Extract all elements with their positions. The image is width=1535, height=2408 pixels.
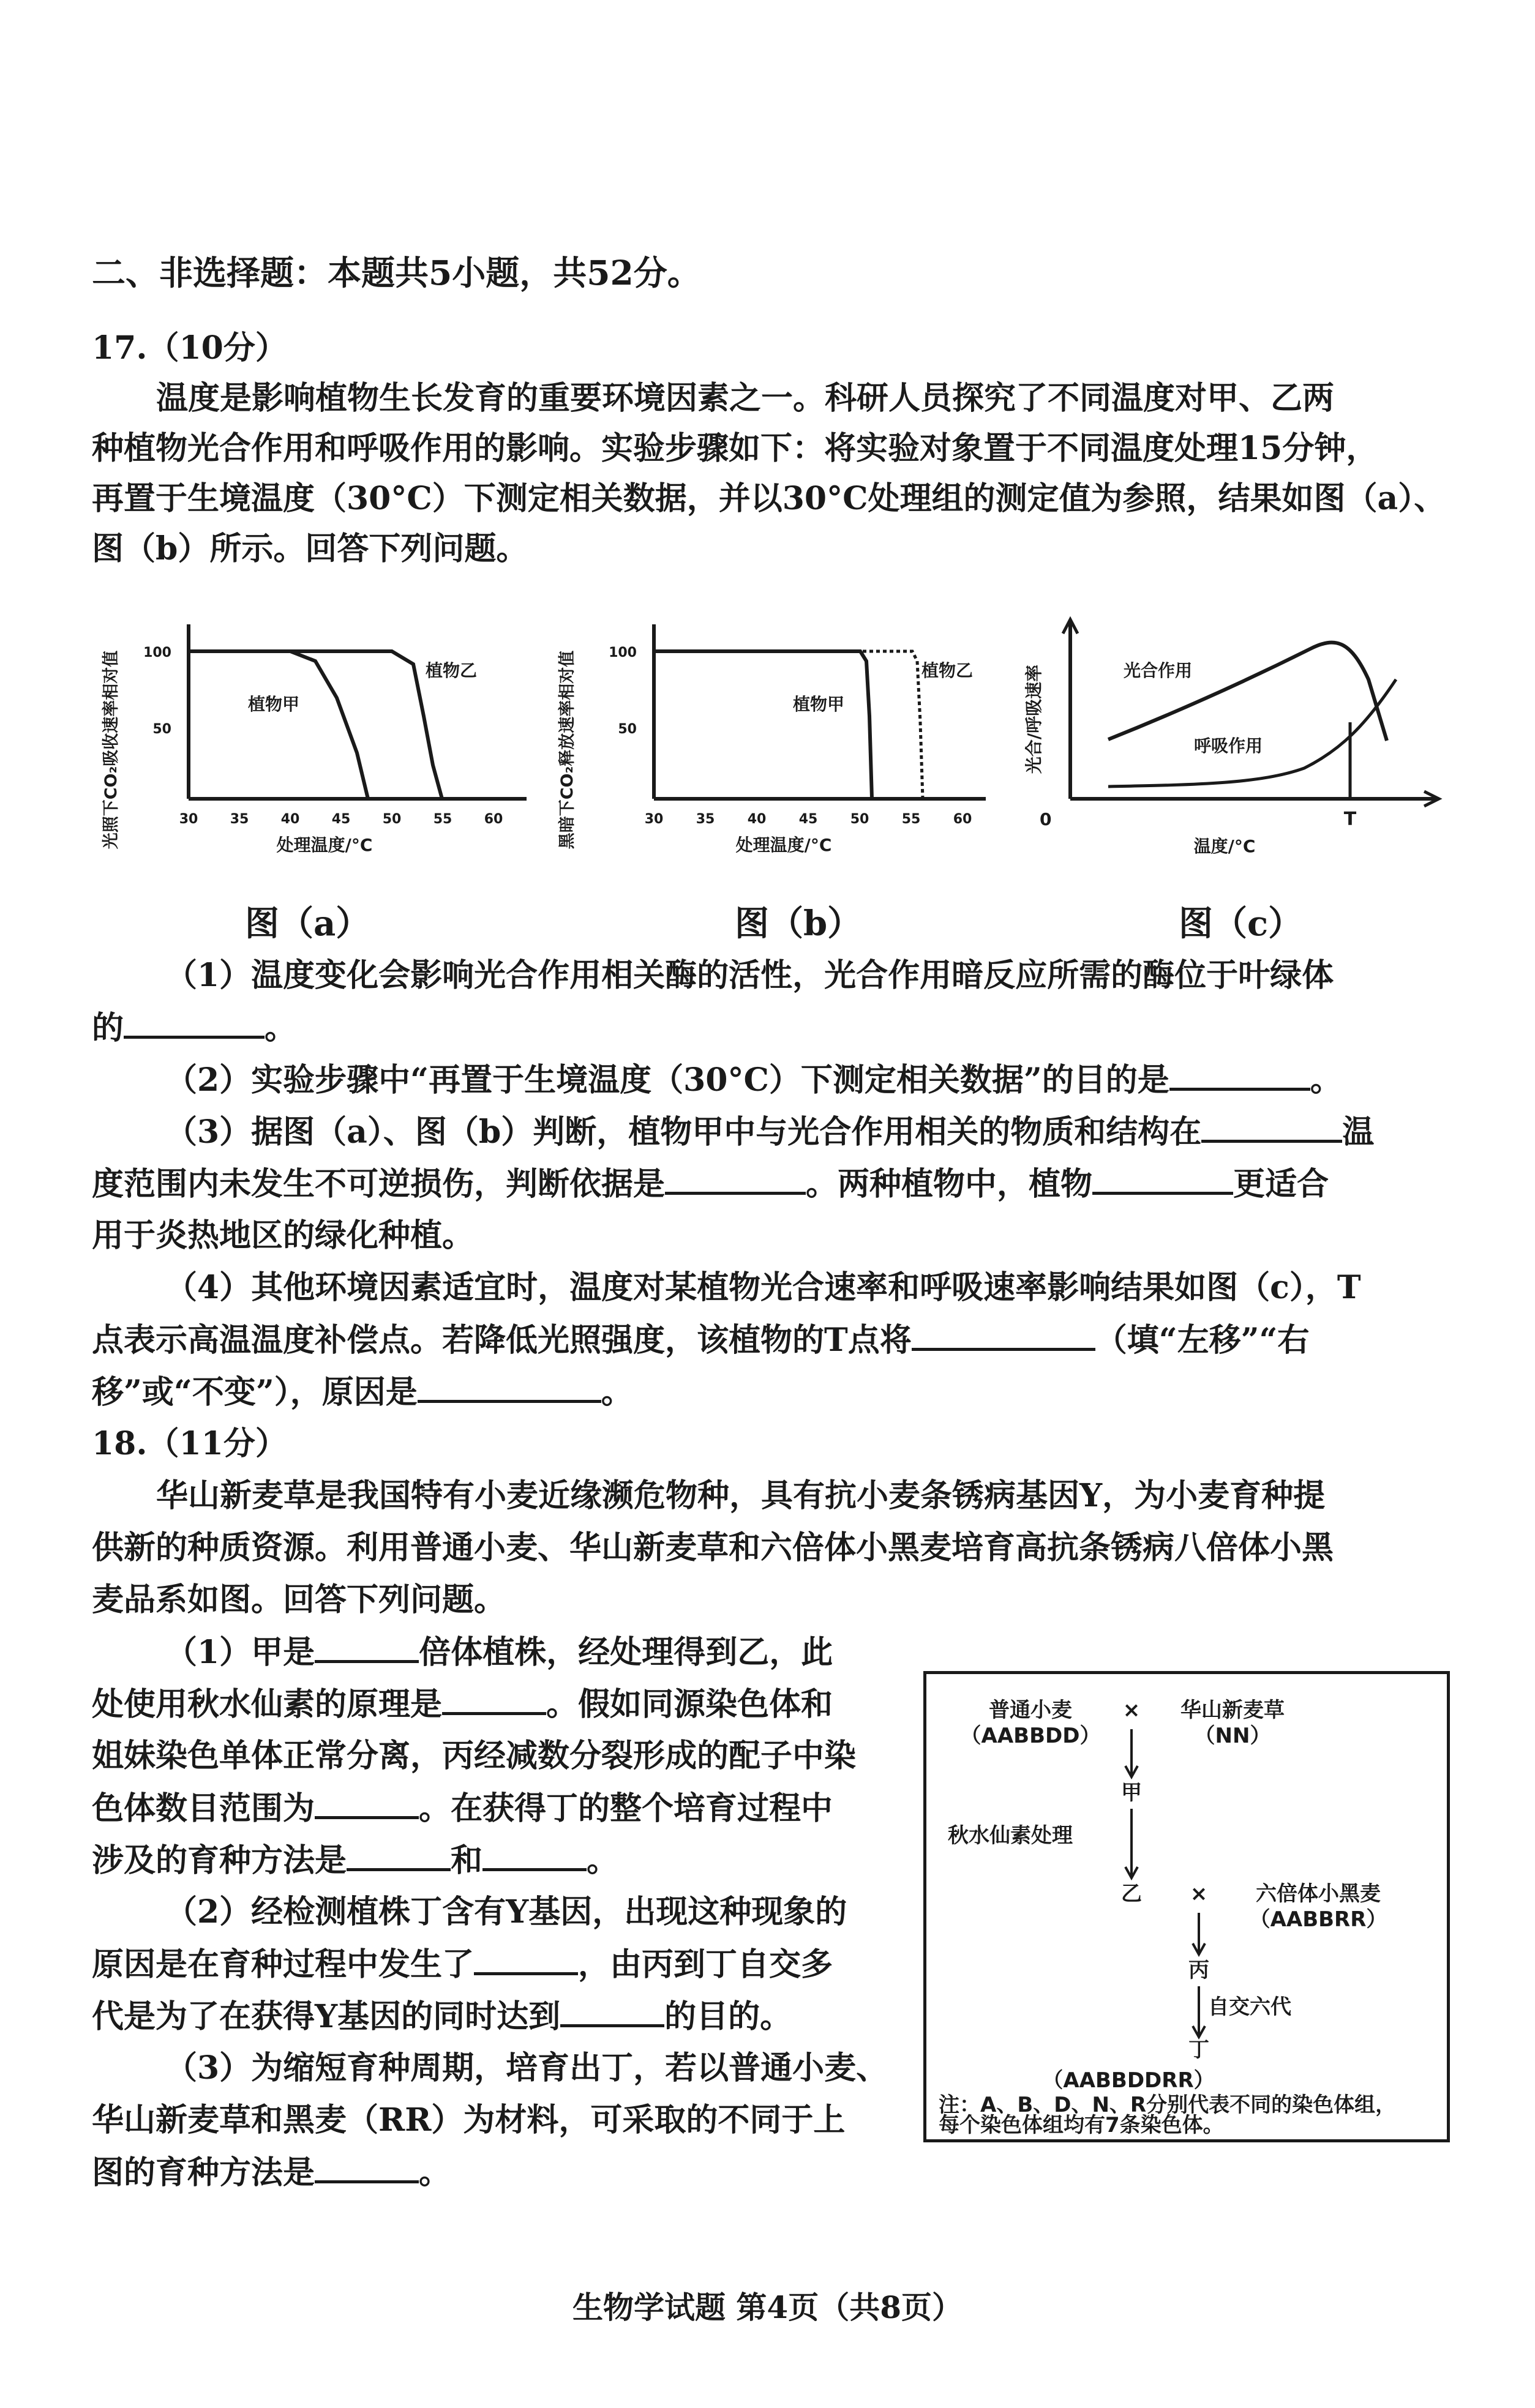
q17-3-blank-1[interactable] <box>1201 1113 1342 1143</box>
q17-2-blank[interactable] <box>1169 1061 1310 1091</box>
q18-intro-line-3: 麦品系如图。回答下列问题。 <box>92 1581 506 1618</box>
q18-1-line-5: 涉及的育种方法是 和 。 <box>92 1842 619 1879</box>
figure-c-caption: 图（c） <box>1179 903 1303 944</box>
q17-intro-line-2: 种植物光合作用和呼吸作用的影响。实验步骤如下：将实验对象置于不同温度处理15分钟， <box>92 430 1378 467</box>
q17-2-line: （2）实验步骤中“再置于生境温度（30°C）下测定相关数据”的目的是 。 <box>165 1061 1342 1099</box>
x-tick-60: 60 <box>484 812 503 827</box>
x-tick-30: 30 <box>644 812 664 827</box>
figure-b-ylabel: 黑暗下CO₂释放速率相对值 <box>558 650 577 850</box>
x-tick-40: 40 <box>747 812 767 827</box>
q18-1-blank-1[interactable] <box>315 1633 419 1663</box>
figure-a-ylabel: 光照下CO₂吸收速率相对值 <box>102 650 121 850</box>
figure-b-curve-yi <box>654 651 923 799</box>
flow-parent-2: 华山新麦草 <box>1180 1698 1285 1722</box>
flow-yi: 乙 <box>1121 1882 1142 1906</box>
flow-cross-1: × <box>1122 1698 1141 1722</box>
q18-3-line-3: 图的育种方法是 。 <box>92 2154 451 2191</box>
breeding-flowchart <box>923 1671 1450 2142</box>
figure-a-curve-yi <box>189 651 442 799</box>
q18-1-line-2: 处使用秋水仙素的原理是 。假如同源染色体和 <box>92 1686 833 1723</box>
q18-1-line-1: （1）甲是 倍体植株，经处理得到乙，此 <box>165 1634 833 1671</box>
q18-1-blank-3[interactable] <box>315 1789 419 1819</box>
figure-b-label-yi: 植物乙 <box>921 660 974 681</box>
q17-1-line-2: 的 。 <box>92 1009 297 1047</box>
figure-b-xlabel: 处理温度/°C <box>735 835 832 855</box>
figure-b-caption: 图（b） <box>735 903 862 944</box>
q18-2-blank-1[interactable] <box>474 1945 578 1975</box>
flow-parent-1-genome: （AABBDD） <box>960 1724 1101 1748</box>
q18-1-blank-4[interactable] <box>347 1841 451 1871</box>
q17-4-line-1: （4）其他环境因素适宜时，温度对某植物光合速率和呼吸速率影响结果如图（c），T <box>165 1269 1361 1306</box>
flow-parent-3-genome: （AABBRR） <box>1249 1907 1387 1932</box>
flow-bing: 丙 <box>1188 1958 1209 1983</box>
x-tick-45: 45 <box>331 812 351 827</box>
figure-c-origin: 0 <box>1040 809 1052 829</box>
figure-b-chart <box>551 612 1004 875</box>
y-tick-50: 50 <box>618 722 637 737</box>
q17-3-line-2: 度范围内未发生不可逆损伤，判断依据是 。两种植物中，植物 更适合 <box>92 1165 1329 1203</box>
flow-ding-genome: （AABBDDRR） <box>1042 2068 1215 2093</box>
q18-1-line-3: 姐妹染色单体正常分离，丙经减数分裂形成的配子中染 <box>92 1737 857 1774</box>
q18-3-line-2: 华山新麦草和黑麦（RR）为材料，可采取的不同于上 <box>92 2101 846 2139</box>
x-tick-60: 60 <box>953 812 972 827</box>
q17-intro-line-3: 再置于生境温度（30°C）下测定相关数据，并以30°C处理组的测定值为参照，结果如图（a）、 <box>92 480 1446 517</box>
q17-4-line-3: 移”或“不变”），原因是 。 <box>92 1374 633 1411</box>
q18-2-line-1: （2）经检测植株丁含有Y基因，出现这种现象的 <box>165 1893 847 1931</box>
q18-3-line-1: （3）为缩短育种周期，培育出丁，若以普通小麦、 <box>165 2049 888 2087</box>
flow-parent-2-genome: （NN） <box>1194 1724 1271 1748</box>
q18-3-blank[interactable] <box>315 2153 419 2183</box>
flow-treatment: 秋水仙素处理 <box>948 1823 1073 1848</box>
q17-intro-line-1: 温度是影响植物生长发育的重要环境因素之一。科研人员探究了不同温度对甲、乙两 <box>156 380 1335 417</box>
q17-3-line-1: （3）据图（a）、图（b）判断，植物甲中与光合作用相关的物质和结构在 温 <box>165 1113 1375 1151</box>
q17-3-blank-2[interactable] <box>665 1165 806 1195</box>
figure-c-curve-respiration <box>1108 679 1396 787</box>
figure-c-ylabel: 光合/呼吸速率 <box>1024 664 1044 774</box>
x-tick-55: 55 <box>901 812 921 827</box>
q18-1-blank-5[interactable] <box>482 1841 587 1871</box>
q17-4-blank-2[interactable] <box>418 1373 601 1403</box>
x-tick-30: 30 <box>179 812 198 827</box>
flow-cross-2: × <box>1190 1882 1208 1906</box>
x-tick-35: 35 <box>696 812 715 827</box>
figure-c-t-tick: T <box>1343 809 1357 830</box>
q17-number: 17.（10分） <box>92 329 287 367</box>
q17-4-blank-1[interactable] <box>912 1321 1095 1351</box>
q18-intro-line-1: 华山新麦草是我国特有小麦近缘濒危物种，具有抗小麦条锈病基因Y，为小麦育种提 <box>156 1477 1326 1514</box>
q18-2-blank-2[interactable] <box>560 1997 664 2027</box>
figure-a-x-ticks <box>179 812 503 827</box>
q17-4-line-2: 点表示高温温度补偿点。若降低光照强度，该植物的T点将 （填“左移”“右 <box>92 1322 1310 1359</box>
q17-3-blank-3[interactable] <box>1092 1165 1233 1195</box>
flow-self-cross: 自交六代 <box>1208 1995 1291 2019</box>
x-tick-40: 40 <box>280 812 300 827</box>
figure-c-curve-photosynthesis <box>1108 643 1387 741</box>
flow-parent-3: 六倍体小黑麦 <box>1256 1882 1381 1906</box>
x-tick-35: 35 <box>230 812 249 827</box>
figure-a-label-yi: 植物乙 <box>426 660 478 681</box>
y-tick-100: 100 <box>143 645 171 660</box>
figure-c-chart <box>1016 612 1457 875</box>
flow-note-1: 注：A、B、D、N、R分别代表不同的染色体组， <box>939 2093 1397 2117</box>
flow-jia: 甲 <box>1121 1781 1142 1805</box>
q17-3-line-3: 用于炎热地区的绿化种植。 <box>92 1217 475 1254</box>
q17-1-blank[interactable] <box>124 1009 265 1039</box>
figure-a-label-jia: 植物甲 <box>248 694 300 714</box>
figure-a-curve-jia <box>189 651 368 799</box>
figure-b-curve-jia <box>654 651 872 799</box>
figure-c-label-respiration: 呼吸作用 <box>1194 736 1263 756</box>
q18-1-blank-2[interactable] <box>442 1685 546 1715</box>
flow-note-2: 每个染色体组均有7条染色体。 <box>939 2113 1224 2137</box>
q18-1-line-4: 色体数目范围为 。在获得丁的整个培育过程中 <box>92 1790 833 1827</box>
flowchart-diagram <box>926 1674 1447 2139</box>
figure-b-x-ticks <box>645 812 972 827</box>
q17-1-line-1: （1）温度变化会影响光合作用相关酶的活性，光合作用暗反应所需的酶位于叶绿体 <box>165 957 1334 994</box>
y-tick-100: 100 <box>609 645 637 660</box>
q17-intro-line-4: 图（b）所示。回答下列问题。 <box>92 530 528 567</box>
x-tick-45: 45 <box>798 812 818 827</box>
figure-a-chart <box>92 612 545 875</box>
page-footer: 生物学试题 第4页（共8页） <box>572 2289 963 2325</box>
section-title: 二、非选择题：本题共5小题，共52分。 <box>92 253 701 293</box>
q18-2-line-2: 原因是在育种过程中发生了 ，由丙到丁自交多 <box>92 1946 833 1983</box>
figure-a-xlabel: 处理温度/°C <box>276 835 373 855</box>
x-tick-50: 50 <box>382 812 402 827</box>
figure-a-caption: 图（a） <box>245 903 370 944</box>
x-tick-50: 50 <box>850 812 869 827</box>
x-tick-55: 55 <box>433 812 452 827</box>
q18-intro-line-2: 供新的种质资源。利用普通小麦、华山新麦草和六倍体小黑麦培育高抗条锈病八倍体小黑 <box>92 1529 1334 1566</box>
q18-2-line-3: 代是为了在获得Y基因的同时达到 的目的。 <box>92 1998 792 2035</box>
figure-b-label-jia: 植物甲 <box>793 694 845 714</box>
flow-parent-1: 普通小麦 <box>989 1698 1072 1722</box>
figure-c-label-photosynthesis: 光合作用 <box>1124 660 1193 681</box>
y-tick-50: 50 <box>152 722 171 737</box>
q18-number: 18.（11分） <box>92 1425 287 1462</box>
flow-ding: 丁 <box>1188 2038 1209 2062</box>
figure-c-xlabel: 温度/°C <box>1193 836 1256 856</box>
